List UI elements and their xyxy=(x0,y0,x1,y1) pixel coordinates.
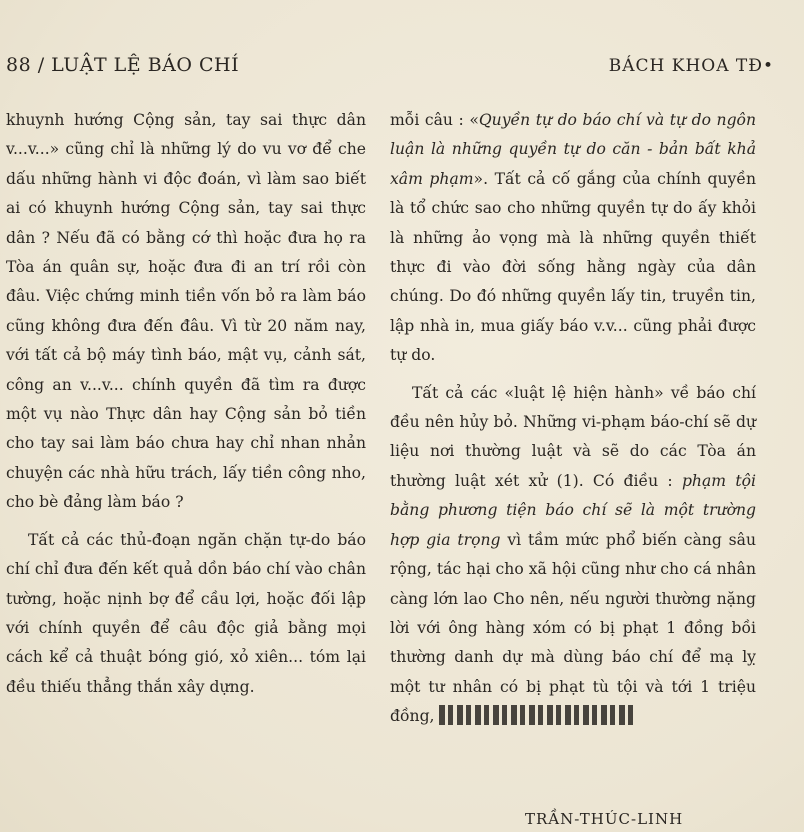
left-paragraph-1: khuynh hướng Cộng sản, tay sai thực dân v...v...» cũng chỉ là những lý do vu vơ để che dấu những hành vi độc đoán, vì làm sao biết ai có khuynh hướng Cộng sản, tay sai thực dân ? Nếu đã có bằng cớ thì hoặc đưa họ ra Tòa án quân sự, hoặc đưa đi an trí rồi còn đâu. Việc chứng minh tiền vốn bỏ ra làm báo cũng không đưa đến đâu. Vì từ 20 năm nay, với tất cả bộ máy tình báo, mật vụ, cảnh sát, công an v...v... chính quyền đã tìm ra được một vụ nào Thực dân hay Cộng sản bỏ tiền cho tay sai làm báo chưa hay chỉ nhan nhản chuyện các nhà hữu trách, lấy tiền công nho, cho bè đảng làm báo ? xyxy=(6,111,366,512)
right-p2-lead: Tất cả các «luật lệ hiện hành» về báo chí đều nên hủy bỏ. Những vi-phạm báo-chí sẽ dự liệu nơi thường luật và sẽ do các Tòa án thường luật xét xử (1). Có điều : xyxy=(390,383,756,490)
right-p2-emphasis: phạm tội bằng phương tiện báo chí sẽ là một trường hợp gia trọng xyxy=(390,471,756,549)
running-head-left: 88 / LUẬT LỆ BÁO CHÍ xyxy=(6,54,240,76)
right-column xyxy=(390,106,756,732)
right-p1-lead: mỗi câu : « xyxy=(390,111,479,129)
running-head-right: BÁCH KHOA TĐ• xyxy=(608,56,774,76)
right-p1-tail: ». Tất cả cố gắng của chính quyền là tổ chức sao cho những quyền tự do ấy khỏi là những ảo vọng mà là những quyền thiết thực đi vào đời sống hằng ngày của dân chúng. Do đó những quyền lấy tin, truyền tin, lập nhà in, mua giấy báo v.v... cũng phải được tự do. xyxy=(390,169,756,365)
page-header xyxy=(6,54,774,84)
left-paragraph-2: Tất cả các thủ-đoạn ngăn chặn tự-do báo chí chỉ đưa đến kết quả dồn báo chí vào chân tường, hoặc nịnh bợ để cầu lợi, hoặc đối lập với chính quyền để câu độc giả bằng mọi cách kể cả thuật bóng gió, xỏ xiên... tóm lại đều thiếu thẳng thắn xây dựng. xyxy=(6,530,366,696)
author-signature: TRẦN-THÚC-LINH xyxy=(525,810,684,828)
right-paragraph-2 xyxy=(390,379,756,732)
left-column xyxy=(6,106,366,702)
censorship-redaction-mark xyxy=(439,705,635,725)
right-p1-quote: Quyền tự do báo chí và tự do ngôn luận là những quyền tự do căn - bản bất khả xâm phạm xyxy=(390,111,756,188)
right-p2-tail: vì tầm mức phổ biến càng sâu rộng, tác hại cho xã hội cũng như cho cá nhân càng lớn lao Cho nên, nếu người thường nặng lời với ông hàng xóm có bị phạt 1 đồng bồi thường danh dự mà dùng báo chí để mạ lỵ một tư nhân có bị phạt tù tội và tới 1 triệu đồng, xyxy=(390,530,756,726)
right-paragraph-1 xyxy=(390,106,756,371)
